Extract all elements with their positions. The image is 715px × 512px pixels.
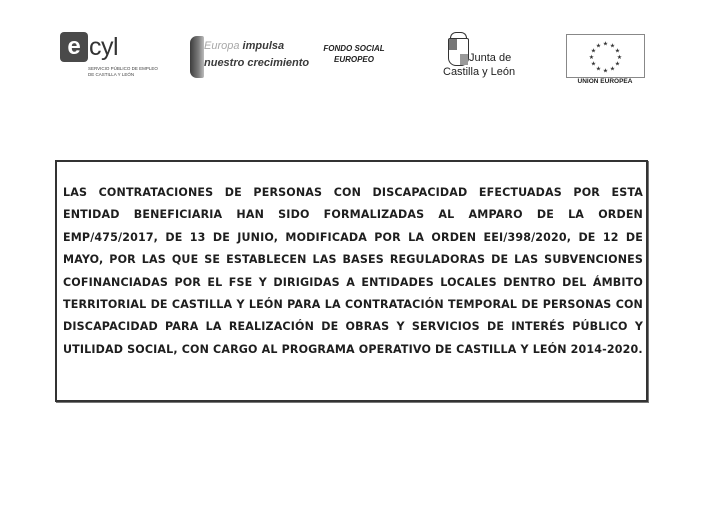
svg-text:★: ★ bbox=[616, 54, 623, 61]
svg-text:★: ★ bbox=[590, 60, 597, 68]
europa-impulsa-logo bbox=[190, 36, 310, 81]
notice-box bbox=[55, 160, 648, 402]
svg-text:★: ★ bbox=[609, 42, 616, 50]
eu-stars-icon bbox=[567, 35, 644, 77]
globe-icon bbox=[190, 36, 204, 78]
fondo-social-europeo-label bbox=[318, 43, 390, 65]
junta-castilla-leon-logo bbox=[442, 38, 522, 83]
svg-text:★: ★ bbox=[602, 40, 609, 48]
logo-header bbox=[0, 0, 715, 95]
europa-impulsa-line2: nuestro crecimiento bbox=[204, 57, 310, 69]
ecyl-logo-word: cyl bbox=[89, 33, 119, 61]
notice-text: LAS CONTRATACIONES DE PERSONAS CON DISCAPACIDAD EFECTUADAS POR ESTA ENTIDAD BENEFICIARIA HAN SIDO FORMALIZADAS AL AMPARO DE LA ORDEN EMP/475/2017, DE 13 DE JUNIO, MODIFICADA POR LA ORDEN EEI/398/2020, DE 12 DE MAYO, POR LAS QUE SE ESTABLECEN LAS BASES REGULADORAS DE LAS SUBVENCIONES COFINANCIADAS POR EL FSE Y DIRIGIDAS A ENTIDADES LOCALES DENTRO DEL ÁMBITO TERRITORIAL DE CASTILLA Y LEÓN PARA LA CONTRATACIÓN TEMPORAL DE PERSONAS CON DISCAPACIDAD PARA LA REALIZACIÓN DE OBRAS Y SERVICIOS DE INTERÉS PÚBLICO Y UTILIDAD SOCIAL, CON CARGO AL PROGRAMA OPERATIVO DE CASTILLA Y LEÓN 2014-2020. bbox=[63, 186, 643, 356]
eu-label: UNION EUROPEA bbox=[577, 78, 633, 85]
europa-word: Europa bbox=[204, 40, 240, 52]
junta-line1: Junta de bbox=[469, 52, 512, 64]
eu-flag-icon bbox=[566, 34, 645, 78]
svg-text:★: ★ bbox=[614, 60, 621, 68]
svg-text:★: ★ bbox=[609, 65, 616, 73]
europa-impulsa-line1 bbox=[204, 40, 284, 52]
svg-text:★: ★ bbox=[588, 54, 595, 61]
svg-text:★: ★ bbox=[595, 65, 602, 73]
fse-line2: EUROPEO bbox=[333, 55, 374, 64]
ecyl-logo-subtitle: SERVICIO PÚBLICO DE EMPLEO DE CASTILLA Y LEÓN bbox=[88, 66, 158, 77]
junta-line2: Castilla y León bbox=[443, 66, 516, 78]
impulsa-word: impulsa bbox=[242, 40, 285, 52]
ecyl-logo bbox=[60, 32, 158, 87]
svg-text:★: ★ bbox=[602, 67, 609, 75]
svg-text:★: ★ bbox=[595, 42, 602, 50]
union-europea-logo bbox=[566, 34, 644, 90]
svg-text:★: ★ bbox=[590, 47, 597, 55]
fse-line1: FONDO SOCIAL bbox=[323, 44, 385, 53]
coat-of-arms-icon bbox=[448, 38, 469, 66]
ecyl-logo-mark: e bbox=[60, 32, 88, 62]
svg-text:★: ★ bbox=[614, 47, 621, 55]
